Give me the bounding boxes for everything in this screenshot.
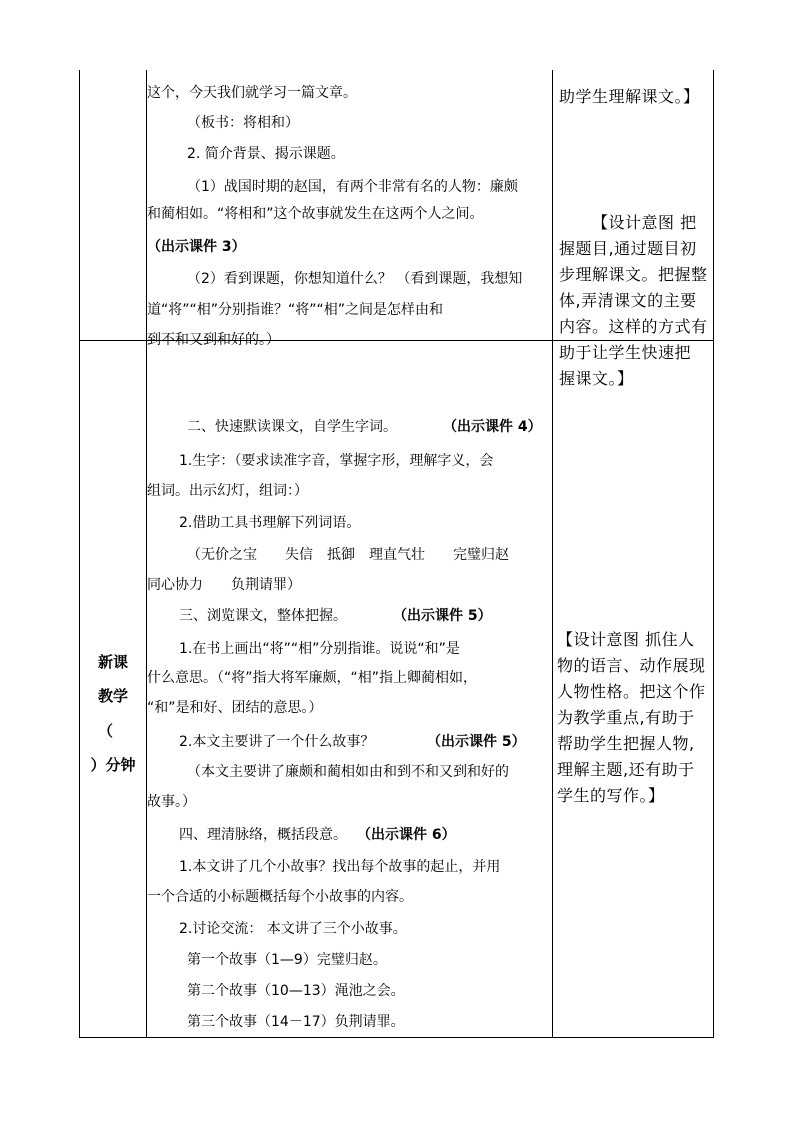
row2-line-19: 第二个故事（10—13）渑池之会。 <box>187 983 405 999</box>
row2-line-4: 2.借助工具书理解下列词语。 <box>179 515 361 531</box>
row2-line-12: （本文主要讲了廉颇和蔺相如由和到不和又到和好的 <box>187 764 509 780</box>
row1-remark-line-7: 握课文。】 <box>559 369 634 388</box>
row2-line-1-courseware: （出示课件 4） <box>443 419 542 435</box>
row1-line-8: 道“将”“相”分别指谁？“将”“相”之间是怎样由和 <box>147 302 444 318</box>
row2-remark-line-2: 物的语言、动作展现 <box>557 656 706 675</box>
row2-line-9: 什么意思。（“将”指大将军廉颇，“相”指上卿蔺相如， <box>147 670 478 686</box>
section-label-2: 教学 <box>97 687 128 705</box>
row1-remark-line-1: 【设计意图 把 <box>592 213 697 232</box>
row1-remark-cell <box>553 70 713 388</box>
row2-line-1: 二、快速默读课文，自学生字词。 <box>187 419 397 435</box>
row2-remark-line-3: 人物性格。把这个作 <box>557 682 706 701</box>
row2-line-18: 第一个故事（1—9）完璧归赵。 <box>187 952 387 968</box>
section-label-3: （ <box>98 722 114 740</box>
row2-content-cell <box>147 341 552 1037</box>
row1-remark-top: 助学生理解课文。】 <box>559 87 700 106</box>
row2-line-13: 故事。） <box>147 794 196 810</box>
section-label-1: 新课 <box>97 653 128 671</box>
row1-line-7: （2）看到课题，你想知道什么？ （看到课题，我想知 <box>187 271 523 287</box>
row2-line-10: “和”是和好、团结的意思。） <box>147 700 323 716</box>
row2-line-6: 同心协力 负荆请罪） <box>147 577 301 593</box>
row2-line-17: 2.讨论交流： 本文讲了三个小故事。 <box>179 921 407 937</box>
row1-line-9: 到不和又到和好的。） <box>147 332 280 348</box>
row2-line-8: 1.在书上画出“将”“相”分别指谁。说说“和”是 <box>179 641 460 657</box>
row2-line-14: 四、理清脉络，概括段意。 <box>179 827 347 843</box>
row2-line-16: 一个合适的小标题概括每个小故事的内容。 <box>147 889 413 905</box>
row2-line-11-courseware: （出示课件 5） <box>427 734 526 750</box>
row2-line-7-courseware: （出示课件 5） <box>393 608 492 624</box>
row2-line-2: 1.生字：（要求读准字音，掌握字形，理解字义，会 <box>179 453 494 469</box>
row1-line-2: （板书：将相和） <box>187 115 299 131</box>
row2-remark-cell <box>553 341 713 1037</box>
row2-line-11: 2.本文主要讲了一个什么故事？ <box>179 734 375 750</box>
row1-content-cell <box>147 70 552 348</box>
lesson-plan-table <box>79 70 714 1038</box>
row1-remark-line-5: 内容。这样的方式有 <box>559 317 708 336</box>
row2-line-5: （无价之宝 失信 抵御 理直气壮 完璧归赵 <box>187 547 509 563</box>
table-border-bottom <box>79 1037 714 1038</box>
table-border-right <box>713 70 714 1038</box>
row1-line-6: （出示课件 3） <box>147 239 246 255</box>
row2-remark-line-4: 为教学重点,有助于 <box>557 708 695 727</box>
section-label-4: ）分钟 <box>90 756 136 774</box>
row1-line-1: 这个，今天我们就学习一篇文章。 <box>147 85 357 101</box>
section-label-cell <box>80 341 146 1037</box>
row2-line-15: 1.本文讲了几个小故事？找出每个故事的起止，并用 <box>179 859 501 875</box>
row2-remark-line-1: 【设计意图 抓住人 <box>557 630 695 649</box>
row2-line-7: 三、浏览课文，整体把握。 <box>179 608 347 624</box>
row1-remark-line-2: 握题目,通过题目初 <box>559 239 697 258</box>
row1-remark-line-3: 步理解课文。把握整 <box>559 265 708 284</box>
row1-remark-line-4: 体,弄清课文的主要 <box>559 291 697 310</box>
row2-line-3: 组词。出示幻灯，组词：） <box>147 483 308 499</box>
row2-remark-line-5: 帮助学生把握人物, <box>557 734 695 753</box>
row2-line-20: 第三个故事（14－17）负荆请罪。 <box>187 1014 405 1030</box>
row2-line-14-courseware: （出示课件 6） <box>357 827 456 843</box>
row2-remark-line-7: 学生的写作。】 <box>557 786 665 805</box>
row1-line-5: 和蔺相如。“将相和”这个故事就发生在这两个人之间。 <box>147 206 484 222</box>
row1-line-4: （1）战国时期的赵国，有两个非常有名的人物：廉颇 <box>187 179 518 195</box>
row2-remark-line-6: 理解主题,还有助于 <box>557 760 695 779</box>
row1-line-3: 2. 简介背景、揭示课题。 <box>187 146 345 162</box>
row1-remark-line-6: 助于让学生快速把 <box>559 343 692 362</box>
